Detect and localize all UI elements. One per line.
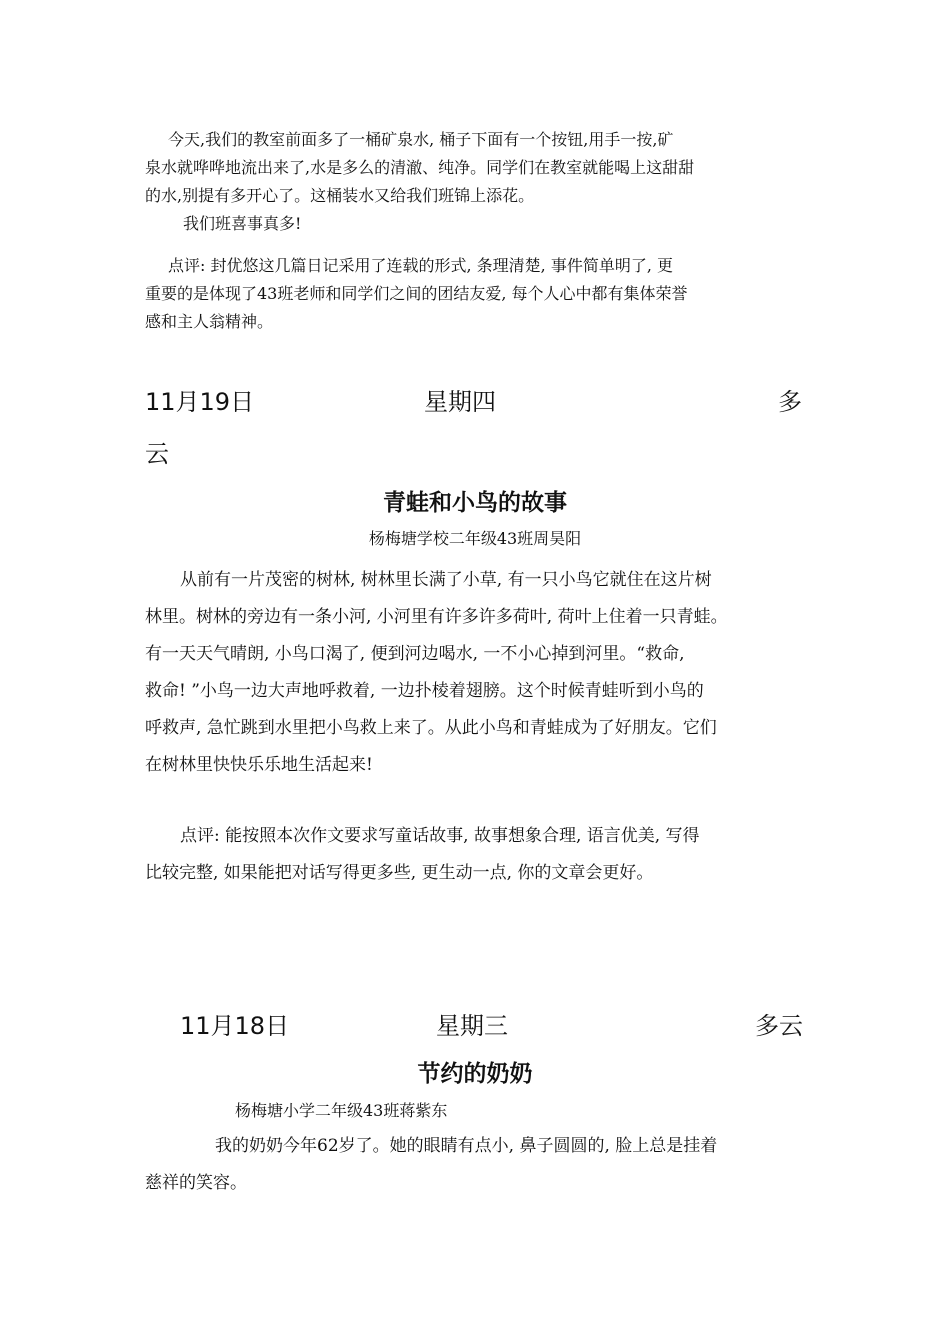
frog-entry-weekday: 星期四 bbox=[424, 388, 496, 416]
prev-para-line-3: 的水,别提有多开心了。这桶装水又给我们班锦上添花。 bbox=[145, 186, 535, 205]
prev-closing: 我们班喜事真多! bbox=[183, 214, 302, 233]
grandma-entry-weather: 多云 bbox=[755, 1012, 803, 1040]
grandma-entry-date: 11月18日 bbox=[180, 1012, 290, 1040]
prev-para-line-2: 泉水就哗哗地流出来了,水是多么的清澈、纯净。同学们在教室就能喝上这甜甜 bbox=[145, 158, 695, 177]
frog-entry-weather-1: 多 bbox=[778, 388, 802, 416]
frog-comment-line-1: 点评: 能按照本次作文要求写童话故事, 故事想象合理, 语言优美, 写得 bbox=[180, 826, 700, 846]
grandma-para-line-2: 慈祥的笑容。 bbox=[145, 1173, 247, 1193]
frog-entry-date: 11月19日 bbox=[145, 388, 255, 416]
frog-comment-line-2: 比较完整, 如果能把对话写得更多些, 更生动一点, 你的文章会更好。 bbox=[145, 863, 654, 883]
prev-comment-line-1: 点评: 封优悠这几篇日记采用了连载的形式, 条理清楚, 事件简单明了, 更 bbox=[168, 256, 673, 275]
grandma-entry-title: 节约的奶奶 bbox=[417, 1061, 533, 1087]
frog-para-line-3: 有一天天气晴朗, 小鸟口渴了, 便到河边喝水, 一不小心掉到河里。“救命, bbox=[145, 644, 685, 664]
frog-para-line-1: 从前有一片茂密的树林, 树林里长满了小草, 有一只小鸟它就住在这片树 bbox=[180, 570, 712, 590]
grandma-entry-byline: 杨梅塘小学二年级43班蒋紫东 bbox=[235, 1101, 448, 1120]
frog-entry-title: 青蛙和小鸟的故事 bbox=[383, 490, 567, 516]
prev-comment-line-3: 感和主人翁精神。 bbox=[145, 312, 274, 331]
frog-para-line-5: 呼救声, 急忙跳到水里把小鸟救上来了。从此小鸟和青蛙成为了好朋友。它们 bbox=[145, 718, 717, 738]
frog-para-line-4: 救命! ”小鸟一边大声地呼救着, 一边扑棱着翅膀。这个时候青蛙听到小鸟的 bbox=[145, 681, 704, 701]
grandma-entry-weekday: 星期三 bbox=[436, 1012, 508, 1040]
prev-para-line-1: 今天,我们的教室前面多了一桶矿泉水, 桶子下面有一个按钮,用手一按,矿 bbox=[168, 130, 674, 149]
frog-para-line-2: 林里。树林的旁边有一条小河, 小河里有许多许多荷叶, 荷叶上住着一只青蛙。 bbox=[145, 607, 728, 627]
frog-entry-weather-2: 云 bbox=[145, 440, 169, 468]
frog-entry-byline: 杨梅塘学校二年级43班周昊阳 bbox=[368, 529, 582, 548]
grandma-para-line-1: 我的奶奶今年62岁了。她的眼睛有点小, 鼻子圆圆的, 脸上总是挂着 bbox=[215, 1136, 718, 1156]
frog-para-line-6: 在树林里快快乐乐地生活起来! bbox=[145, 755, 373, 775]
prev-comment-line-2: 重要的是体现了43班老师和同学们之间的团结友爱, 每个人心中都有集体荣誉 bbox=[145, 284, 688, 303]
